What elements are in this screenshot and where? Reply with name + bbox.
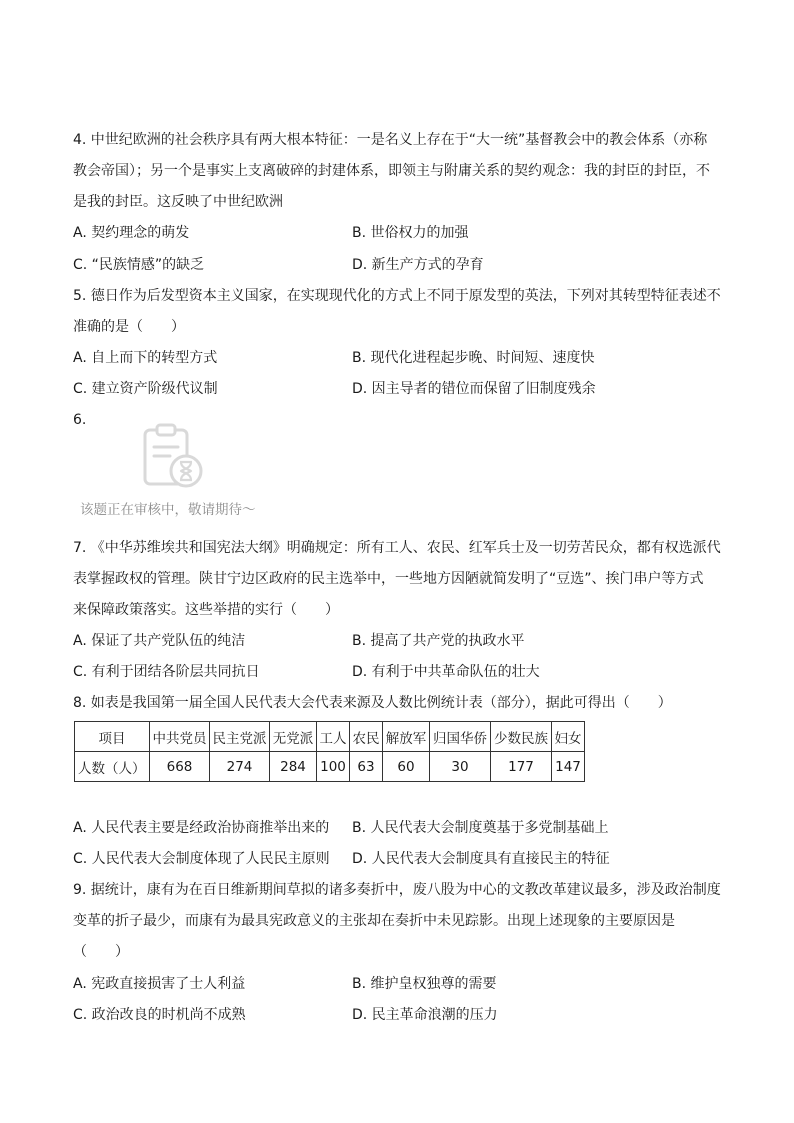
q9-option-c: C. 政治改良的时机尚不成熟 — [73, 1007, 246, 1023]
q9-stem-line-2: 变革的折子最少，而康有为最具宪政意义的主张却在奏折中未见踪影。出现上述现象的主要原因是 — [73, 913, 675, 929]
q5-option-a: A. 自上而下的转型方式 — [73, 350, 218, 366]
q4-option-d: D. 新生产方式的孕育 — [352, 257, 484, 273]
table-cell: 668 — [150, 752, 210, 782]
q6-placeholder-text: 该题正在审核中，敬请期待～ — [80, 502, 256, 518]
table-header-cell: 解放军 — [383, 722, 430, 752]
delegate-stats-table — [74, 721, 585, 782]
q8-stem-line-1: 8. 如表是我国第一届全国人民代表大会代表来源及人数比例统计表（部分），据此可得出（ ） — [73, 695, 672, 711]
q7-stem-line-3: 来保障政策落实。这些举措的实行（ ） — [73, 602, 339, 618]
table-cell: 147 — [552, 752, 585, 782]
table-header-cell: 妇女 — [552, 722, 585, 752]
table-header-cell: 农民 — [350, 722, 383, 752]
table-header-cell: 少数民族 — [491, 722, 552, 752]
q9-option-b: B. 维护皇权独尊的需要 — [352, 976, 497, 992]
q4-option-a: A. 契约理念的萌发 — [73, 225, 190, 241]
q7-option-b: B. 提高了共产党的执政水平 — [352, 633, 525, 649]
table-header-cell: 项目 — [75, 722, 150, 752]
q4-option-b: B. 世俗权力的加强 — [352, 225, 469, 241]
table-header-cell: 工人 — [317, 722, 350, 752]
table-header-cell: 无党派 — [270, 722, 317, 752]
q7-option-d: D. 有利于中共革命队伍的壮大 — [352, 664, 540, 680]
q7-stem-line-2: 表掌握政权的管理。陕甘宁边区政府的民主选举中，一些地方因陋就简发明了“豆选”、挨门串户等方式 — [73, 571, 704, 587]
q5-option-c: C. 建立资产阶级代议制 — [73, 381, 218, 397]
table-cell: 30 — [430, 752, 491, 782]
table-header-cell: 中共党员 — [150, 722, 210, 752]
table-cell: 60 — [383, 752, 430, 782]
q5-option-d: D. 因主导者的错位而保留了旧制度残余 — [352, 381, 596, 397]
q6-number: 6. — [73, 412, 87, 428]
q9-stem-line-1: 9. 据统计，康有为在百日维新期间草拟的诸多奏折中，废八股为中心的文教改革建议最多，涉及政治制度 — [73, 882, 721, 898]
q8-option-c: C. 人民代表大会制度体现了人民民主原则 — [73, 851, 330, 867]
q9-option-a: A. 宪政直接损害了士人利益 — [73, 976, 246, 992]
table-header-row — [75, 722, 585, 752]
table-row — [75, 752, 585, 782]
q7-option-c: C. 有利于团结各阶层共同抗日 — [73, 664, 260, 680]
q9-option-d: D. 民主革命浪潮的压力 — [352, 1007, 498, 1023]
q7-option-a: A. 保证了共产党队伍的纯洁 — [73, 633, 246, 649]
table-row-label: 人数（人） — [75, 752, 150, 782]
table-header-cell: 民主党派 — [210, 722, 270, 752]
q9-stem-line-3: （ ） — [73, 944, 129, 960]
q8-option-a: A. 人民代表主要是经政治协商推举出来的 — [73, 820, 330, 836]
q7-stem-line-1: 7. 《中华苏维埃共和国宪法大纲》明确规定：所有工人、农民、红军兵士及一切劳苦民众，都有权选派代 — [73, 540, 721, 556]
table-cell: 274 — [210, 752, 270, 782]
q4-option-c: C. “民族情感”的缺乏 — [73, 257, 205, 273]
q8-option-b: B. 人民代表大会制度奠基于多党制基础上 — [352, 820, 609, 836]
q4-stem-line-2: 教会帝国）；另一个是事实上支离破碎的封建体系，即领主与附庸关系的契约观念：我的封臣的封臣，不 — [73, 163, 710, 179]
table-cell: 284 — [270, 752, 317, 782]
table-header-cell: 归国华侨 — [430, 722, 491, 752]
q8-option-d: D. 人民代表大会制度具有直接民主的特征 — [352, 851, 610, 867]
q5-option-b: B. 现代化进程起步晚、时间短、速度快 — [352, 350, 595, 366]
table-cell: 63 — [350, 752, 383, 782]
q4-stem-line-1: 4. 中世纪欧洲的社会秩序具有两大根本特征：一是名义上存在于“大一统”基督教会中的教会体系（亦称 — [73, 132, 708, 148]
table-cell: 177 — [491, 752, 552, 782]
q5-stem-line-1: 5. 德日作为后发型资本主义国家，在实现现代化的方式上不同于原发型的英法，下列对其转型特征表述不 — [73, 288, 721, 304]
q4-stem-line-3: 是我的封臣。这反映了中世纪欧洲 — [73, 194, 283, 210]
table-cell: 100 — [317, 752, 350, 782]
clipboard-hourglass-icon — [137, 421, 209, 495]
q5-stem-line-2: 准确的是（ ） — [73, 319, 185, 335]
